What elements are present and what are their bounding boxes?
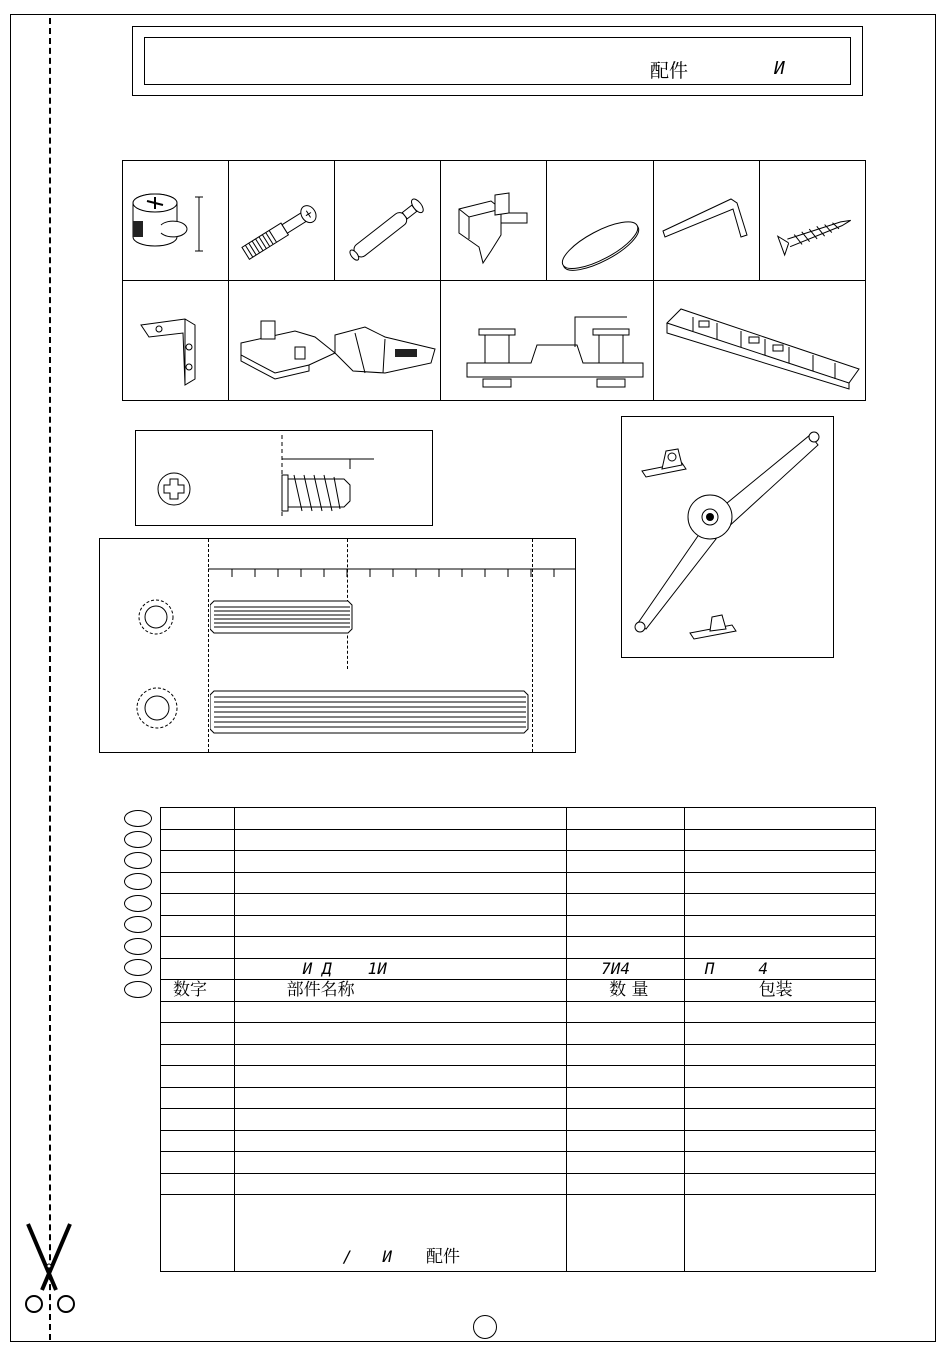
wood-screw-icon [771,205,861,261]
lid-stay-panel [621,416,834,658]
table-row [161,1044,876,1066]
code-label-pkg-b: 4 [758,958,768,978]
item-number-bubble [124,981,152,998]
page-title: 配件 [650,60,689,82]
table-row [161,937,876,959]
allen-key-icon [659,193,755,253]
grid-col-divider [334,161,335,280]
column-header-number: 数字 [173,980,207,1001]
title-inner-frame [144,37,851,85]
table-row [161,808,876,830]
footer-row [161,1195,876,1272]
table-row [161,829,876,851]
wood-dowel-panel [99,538,576,753]
table-row [161,915,876,937]
hardware-grid [122,160,866,401]
dowel-end-small-icon [136,597,176,637]
item-number-bubble [124,831,152,848]
header-row [161,980,876,1002]
wood-dowel-short-icon [210,599,356,635]
grid-col-divider [440,161,441,400]
table-row [161,872,876,894]
item-number-bubble [124,959,152,976]
item-number-bubble [124,938,152,955]
grid-col-divider [228,161,229,400]
table-row [161,1173,876,1195]
table-row [161,1109,876,1131]
table-row [161,1130,876,1152]
felt-pad-icon [553,215,649,279]
footer-label: 配件 [425,1247,460,1267]
cam-bolt-icon [341,187,437,269]
column-header-quantity: 数 量 [609,980,649,1001]
item-number-bubble [124,916,152,933]
item-number-bubble [124,895,152,912]
code-row [161,958,876,980]
wood-dowel-long-icon [210,689,532,735]
hinge-icon [235,313,439,387]
angle-bracket-icon [133,307,223,389]
dowel-end-large-icon [134,685,180,731]
code-label-a: И Д [302,958,332,978]
euro-screw-panel [135,430,433,526]
lid-stay-icon [626,421,832,655]
scissors-icon [22,1222,78,1316]
connector-bolt-icon [235,195,331,265]
column-header-package: 包装 [758,980,793,1001]
title-code: И [774,58,785,79]
code-label-qty: 7И4 [601,958,630,978]
grid-row-divider [123,280,865,281]
clip-connector-icon [457,303,653,393]
table-row [161,851,876,873]
code-label-b: 1И [367,958,387,978]
item-number-bubble [124,810,152,827]
code-label-pkg-a: П [704,958,715,978]
shelf-support-icon [451,189,547,271]
footer-code: И [382,1247,392,1266]
euro-screw-icon [274,435,434,523]
cam-lock-icon [127,189,227,259]
footer-slash: / [342,1247,353,1266]
page-number-circle [473,1315,497,1339]
grid-col-divider [653,161,654,400]
grid-col-divider [759,161,760,280]
ruler [208,567,576,581]
table-row [161,1087,876,1109]
column-header-part-name: 部件名称 [286,980,355,1001]
table-row [161,1023,876,1045]
wedge-shims-icon [663,293,861,393]
screw-head-icon [156,471,192,507]
table-row [161,1066,876,1088]
cut-line [49,18,51,1340]
parts-list-table [160,807,876,1272]
item-number-bubble [124,852,152,869]
table-row [161,1001,876,1023]
table-row [161,1152,876,1174]
table-row [161,894,876,916]
item-number-bubble [124,873,152,890]
